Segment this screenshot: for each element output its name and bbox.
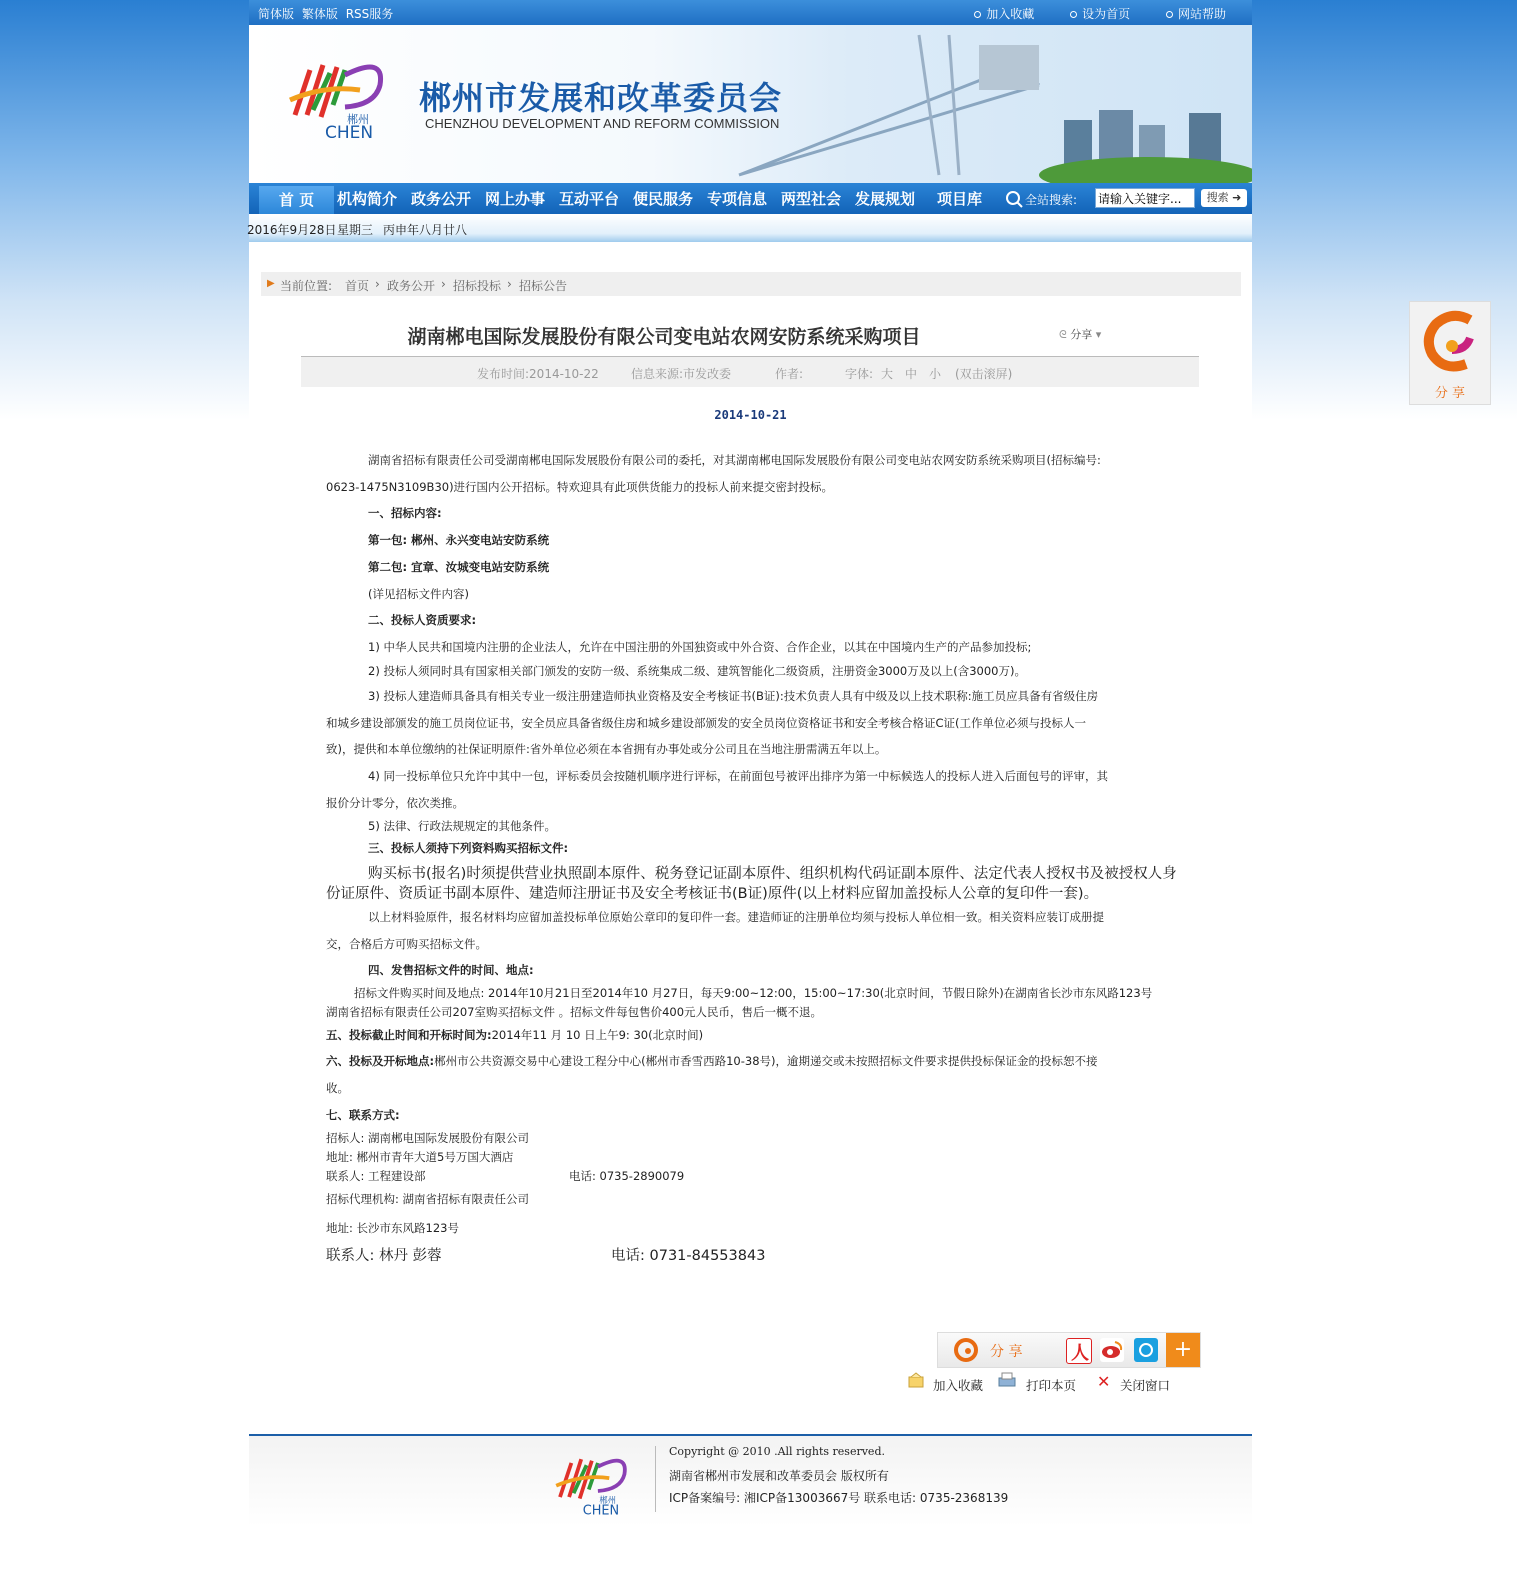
copyright-owner: 湖南省郴州市发展和改革委员会 版权所有 — [669, 1469, 889, 1483]
chevron-down-icon: ▾ — [1095, 328, 1102, 341]
section-heading: 七、联系方式: — [326, 1108, 400, 1122]
nav-online-services[interactable]: 网上办事 — [485, 190, 546, 208]
add-favorite-link[interactable]: 加入收藏 — [933, 1378, 984, 1393]
requirement: 5) 法律、行政法规规定的其他条件。 — [368, 819, 556, 833]
close-window-link[interactable]: 关闭窗口 — [1120, 1378, 1171, 1393]
contact-person: 联系人: 工程建设部 — [326, 1169, 426, 1183]
bullet-icon — [974, 11, 981, 18]
nav-interaction[interactable]: 互动平台 — [559, 190, 620, 208]
more-share-button[interactable]: + — [1166, 1333, 1200, 1367]
share-small-button[interactable]: ᘓ 分享 ▾ — [1059, 328, 1102, 341]
nav-about[interactable]: 机构简介 — [337, 190, 398, 208]
current-date: 2016年9月28日 — [247, 223, 337, 237]
lunar-date: 丙申年八月廿八 — [383, 223, 468, 237]
section-heading: 四、发售招标文件的时间、地点: — [368, 963, 534, 977]
chevron-right-icon: › — [441, 277, 446, 291]
contact-tenderer: 招标人: 湖南郴电国际发展股份有限公司 — [326, 1131, 530, 1145]
requirement: 致)，提供和本单位缴纳的社保证明原件:省外单位必须在本省拥有办事处或分公司且在当地注册需满五年以上。 — [326, 742, 887, 756]
paragraph: 购买标书(报名)时须提供营业执照副本原件、税务登记证副本原件、组织机构代码证副本原件、法定代表人授权书及被授权人身 — [368, 866, 1177, 882]
floating-share-button[interactable] — [1409, 301, 1491, 405]
nav-special-info[interactable]: 专项信息 — [707, 190, 768, 208]
top-utility-bar — [249, 0, 1252, 25]
share-logo-icon — [1422, 310, 1480, 374]
weekday: 星期三 — [337, 223, 374, 237]
share-logo-icon — [954, 1338, 978, 1362]
nav-gov-affairs[interactable]: 政务公开 — [411, 190, 472, 208]
footer-separator — [655, 1446, 656, 1512]
paragraph: 收。 — [326, 1081, 349, 1095]
site-logo[interactable] — [285, 45, 400, 140]
print-page-link[interactable]: 打印本页 — [1026, 1378, 1077, 1393]
breadcrumb-home[interactable]: 首页 — [345, 279, 370, 293]
main-nav — [249, 183, 1252, 214]
package-1: 第一包: 郴州、永兴变电站安防系统 — [368, 533, 550, 547]
author: 作者: — [775, 367, 804, 381]
footer — [249, 1436, 1252, 1526]
search-icon — [1005, 190, 1023, 208]
renren-icon[interactable]: 人 — [1066, 1338, 1092, 1364]
contact-address: 地址: 长沙市东风路123号 — [326, 1221, 459, 1235]
search-label: 全站搜索: — [1025, 193, 1078, 207]
article-date: 2014-10-21 — [714, 408, 787, 422]
crane-illustration — [719, 25, 1252, 183]
breadcrumb-label: 当前位置: — [280, 279, 333, 293]
link-site-help[interactable]: 网站帮助 — [1166, 7, 1226, 21]
package-2: 第二包: 宜章、汝城变电站安防系统 — [368, 560, 550, 574]
paragraph: 湖南省招标有限责任公司受湖南郴电国际发展股份有限公司的委托，对其湖南郴电国际发展股份有限公司变电站农网安防系统采购项目(招标编号: — [368, 453, 1101, 467]
breadcrumb-notice[interactable]: 招标公告 — [519, 279, 568, 293]
arrow-icon: ▶ — [267, 278, 275, 289]
contact-phone: 电话: 0731-84553843 — [611, 1248, 766, 1264]
footer-logo — [551, 1444, 641, 1516]
link-add-favorite[interactable]: 加入收藏 — [974, 7, 1034, 21]
share-label: 分 享 — [990, 1344, 1023, 1360]
paragraph: 交，合格后方可购买招标文件。 — [326, 937, 487, 951]
section-heading: 六、投标及开标地点: — [326, 1054, 435, 1068]
paragraph: 湖南省招标有限责任公司207室购买招标文件 。招标文件每包售价400元人民币，售后一概不退。 — [326, 1005, 823, 1019]
section-heading: 一、招标内容: — [368, 506, 442, 520]
info-source: 信息来源:市发改委 — [631, 367, 732, 381]
breadcrumb — [261, 272, 1241, 296]
link-simplified[interactable]: 简体版 — [258, 7, 295, 21]
font-large[interactable]: 大 — [881, 367, 894, 381]
paragraph: 招标文件购买时间及地点: 2014年10月21日至2014年10 月27日，每天9:00~12:00，15:00~17:30(北京时间，节假日除外)在湖南省长沙市东风路123号 — [354, 986, 1153, 1000]
nav-home[interactable]: 首 页 — [259, 186, 334, 214]
breadcrumb-bidding[interactable]: 招标投标 — [453, 279, 502, 293]
floating-share-label: 分 享 — [1434, 386, 1466, 401]
font-medium[interactable]: 中 — [905, 367, 918, 381]
contact-address: 地址: 郴州市青年大道5号万国大酒店 — [326, 1150, 514, 1164]
requirement: 报价分计零分，依次类推。 — [326, 796, 464, 810]
nav-two-type-society[interactable]: 两型社会 — [781, 190, 842, 208]
share-icon: ᘓ — [1059, 328, 1067, 341]
venue-value: 郴州市公共资源交易中心建设工程分中心(郴州市香雪西路10-38号)，逾期递交或未按照招标文件要求提供投标保证金的投标恕不接 — [434, 1054, 1098, 1068]
link-traditional[interactable]: 繁体版 — [301, 7, 338, 21]
logo-text: 郴州 — [599, 1495, 617, 1506]
logo-en: CHEN — [325, 123, 374, 140]
contact-agency: 招标代理机构: 湖南省招标有限责任公司 — [326, 1192, 530, 1206]
publish-time: 发布时间:2014-10-22 — [477, 367, 599, 381]
chevron-right-icon: › — [375, 277, 380, 291]
deadline-line — [326, 1027, 703, 1043]
double-click-scroll: (双击滚屏) — [955, 367, 1013, 381]
nav-development-plan[interactable]: 发展规划 — [855, 190, 916, 208]
header-banner — [249, 25, 1252, 183]
link-rss[interactable]: RSS服务 — [345, 7, 394, 21]
logo-text: 郴州 — [347, 113, 369, 126]
site-subtitle: CHENZHOU DEVELOPMENT AND REFORM COMMISSION — [425, 116, 780, 131]
requirement: 4) 同一投标单位只允许中其中一包，评标委员会按随机顺序进行评标，在前面包号被评出排序为第一中标候选人的投标人进入后面包号的评审，其 — [368, 769, 1108, 783]
breadcrumb-gov[interactable]: 政务公开 — [387, 279, 436, 293]
date-bar — [249, 214, 1252, 242]
logo-en: CHEN — [582, 1503, 620, 1516]
font-size-label: 字体: — [845, 367, 874, 381]
paragraph: 0623-1475N3109B30)进行国内公开招标。特欢迎具有此项供货能力的投标人前来提交密封投标。 — [326, 480, 834, 494]
section-heading: 五、投标截止时间和开标时间为: — [326, 1028, 492, 1042]
qq-weibo-icon[interactable] — [1134, 1338, 1158, 1362]
copyright: Copyright @ 2010 .All rights reserved. — [669, 1445, 885, 1458]
bullet-icon — [1070, 11, 1077, 18]
paragraph: (详见招标文件内容) — [368, 587, 469, 601]
arrow-right-icon: ➜ — [1232, 191, 1242, 204]
requirement: 3) 投标人建造师具备具有相关专业一级注册建造师执业资格及安全考核证书(B证):技术负责人具有中级及以上技术职称:施工员应具备有省级住房 — [368, 689, 1099, 703]
font-small[interactable]: 小 — [929, 367, 942, 381]
weibo-icon[interactable] — [1100, 1338, 1124, 1362]
print-icon — [997, 1372, 1017, 1390]
favorite-icon — [907, 1372, 925, 1390]
deadline-value: 2014年11 月 10 日上午9: 30(北京时间) — [491, 1028, 704, 1042]
contact-phone: 电话: 0735-2890079 — [569, 1169, 685, 1183]
close-icon: ✕ — [1097, 1372, 1111, 1391]
paragraph: 份证原件、资质证书副本原件、建造师注册证书及安全考核证书(B证)原件(以上材料应留加盖投标人公章的复印件一套)。 — [326, 886, 1099, 902]
paragraph: 以上材料验原件，报名材料均应留加盖投标单位原始公章印的复印件一套。建造师证的注册单位均须与投标人单位相一致。相关资料应装订成册提 — [368, 910, 1104, 924]
site-title: 郴州市发展和改革委员会 — [419, 79, 783, 117]
section-heading: 二、投标人资质要求: — [368, 613, 477, 627]
bullet-icon — [1166, 11, 1173, 18]
article-meta — [301, 356, 1199, 387]
requirement: 2) 投标人须同时具有国家相关部门颁发的安防一级、系统集成二级、建筑智能化二级资质，注册资金3000万及以上(含3000万)。 — [368, 664, 1026, 678]
search-button[interactable]: 搜索 ➜ — [1201, 189, 1247, 207]
contact-person: 联系人: 林丹 彭蓉 — [326, 1248, 442, 1264]
nav-project-library[interactable]: 项目库 — [937, 190, 983, 208]
venue-line — [326, 1053, 1098, 1069]
page-container — [249, 0, 1252, 1582]
article-title: 湖南郴电国际发展股份有限公司变电站农网安防系统采购项目 — [407, 326, 921, 348]
chevron-right-icon: › — [507, 277, 512, 291]
share-bar — [937, 1332, 1201, 1368]
section-heading: 三、投标人须持下列资料购买招标文件: — [368, 841, 569, 855]
link-set-homepage[interactable]: 设为首页 — [1070, 7, 1130, 21]
nav-public-service[interactable]: 便民服务 — [633, 190, 694, 208]
icp-info: ICP备案编号: 湘ICP备13003667号 联系电话: 0735-2368139 — [669, 1491, 1009, 1505]
requirement: 1) 中华人民共和国境内注册的企业法人，允许在中国注册的外国独资或中外合资、合作企业，以其在中国境内生产的产品参加投标; — [368, 640, 1032, 654]
requirement: 和城乡建设部颁发的施工员岗位证书，安全员应具备省级住房和城乡建设部颁发的安全员岗位资格证书和安全考核合格证C证(工作单位必须与投标人一 — [326, 716, 1087, 730]
search-input[interactable] — [1095, 188, 1195, 208]
